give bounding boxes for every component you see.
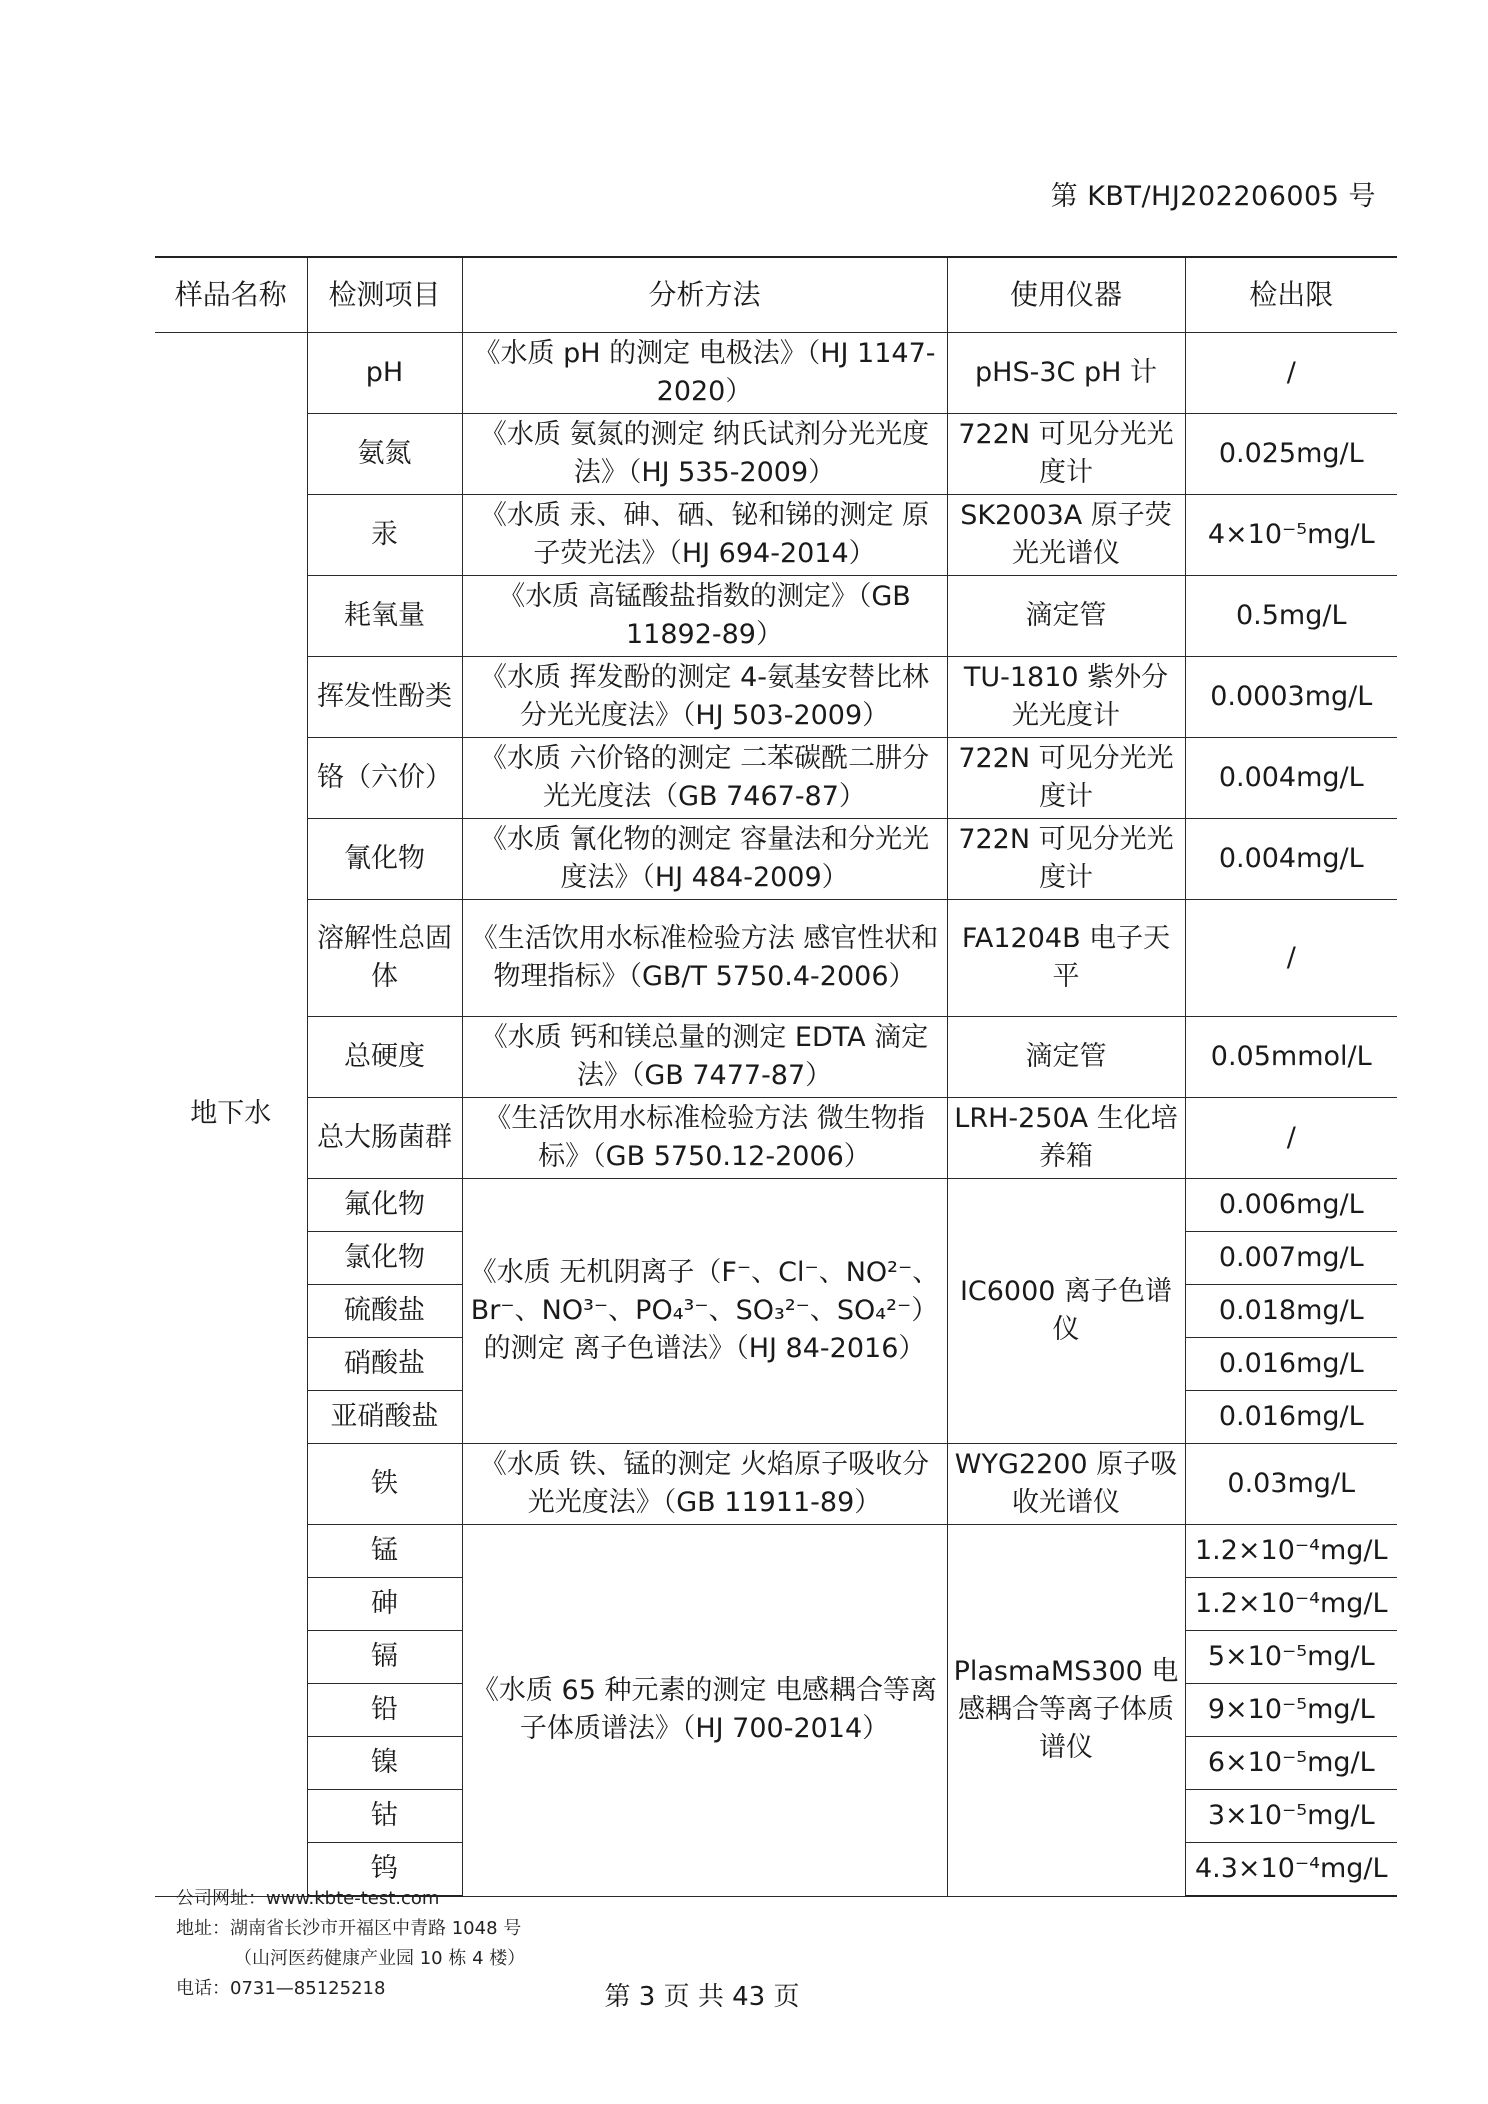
instrument-cell: LRH-250A 生化培养箱 (947, 1098, 1185, 1179)
instrument-cell: 722N 可见分光光度计 (947, 738, 1185, 819)
method-cell: 《水质 氰化物的测定 容量法和分光光度法》（HJ 484-2009） (462, 819, 947, 900)
table-row (155, 414, 1397, 495)
icp-method-cell: 《水质 65 种元素的测定 电感耦合等离子体质谱法》（HJ 700-2014） (462, 1525, 947, 1897)
table-row (155, 333, 1397, 414)
limit-cell: 0.018mg/L (1185, 1285, 1397, 1338)
limit-cell: 1.2×10⁻⁴mg/L (1185, 1525, 1397, 1578)
test-item: pH (307, 333, 462, 414)
method-cell: 《水质 pH 的测定 电极法》（HJ 1147-2020） (462, 333, 947, 414)
method-cell: 《水质 铁、锰的测定 火焰原子吸收分光光度法》（GB 11911-89） (462, 1444, 947, 1525)
limit-cell: 0.016mg/L (1185, 1391, 1397, 1444)
sample-name-cell: 地下水 (155, 333, 307, 1897)
table-row (155, 495, 1397, 576)
limit-cell: / (1185, 1098, 1397, 1179)
ion-method-cell: 《水质 无机阴离子（F⁻、Cl⁻、NO²⁻、Br⁻、NO³⁻、PO₄³⁻、SO₃²⁻、SO₄²⁻）的测定 离子色谱法》（HJ 84-2016） (462, 1179, 947, 1444)
test-item: 氨氮 (307, 414, 462, 495)
limit-cell: 0.007mg/L (1185, 1232, 1397, 1285)
limit-cell: 0.05mmol/L (1185, 1017, 1397, 1098)
limit-cell: / (1185, 333, 1397, 414)
test-item: 砷 (307, 1578, 462, 1631)
limit-cell: / (1185, 900, 1397, 1017)
instrument-cell: 滴定管 (947, 1017, 1185, 1098)
header-test-item: 检测项目 (307, 257, 462, 333)
page-number: 第 3 页 共 43 页 (604, 1982, 800, 2012)
instrument-cell: pHS-3C pH 计 (947, 333, 1185, 414)
test-item: 氯化物 (307, 1232, 462, 1285)
limit-cell: 0.004mg/L (1185, 738, 1397, 819)
test-item: 亚硝酸盐 (307, 1391, 462, 1444)
limit-cell: 0.5mg/L (1185, 576, 1397, 657)
footer-address: 地址：湖南省长沙市开福区中青路 1048 号 (176, 1918, 522, 1939)
test-methods-table (155, 256, 1397, 1897)
limit-cell: 5×10⁻⁵mg/L (1185, 1631, 1397, 1684)
test-item: 耗氧量 (307, 576, 462, 657)
table-row (155, 1098, 1397, 1179)
test-item: 钨 (307, 1843, 462, 1897)
test-item: 锰 (307, 1525, 462, 1578)
test-item: 铁 (307, 1444, 462, 1525)
header-sample-name: 样品名称 (155, 257, 307, 333)
test-item: 总硬度 (307, 1017, 462, 1098)
method-cell: 《水质 六价铬的测定 二苯碳酰二肼分光光度法（GB 7467-87） (462, 738, 947, 819)
test-item: 溶解性总固体 (307, 900, 462, 1017)
icp-instrument-cell: PlasmaMS300 电感耦合等离子体质谱仪 (947, 1525, 1185, 1897)
test-item: 铬（六价） (307, 738, 462, 819)
limit-cell: 0.0003mg/L (1185, 657, 1397, 738)
instrument-cell: 滴定管 (947, 576, 1185, 657)
instrument-cell: TU-1810 紫外分光光度计 (947, 657, 1185, 738)
test-item: 镍 (307, 1737, 462, 1790)
header-instrument: 使用仪器 (947, 257, 1185, 333)
test-item: 氰化物 (307, 819, 462, 900)
header-limit: 检出限 (1185, 257, 1397, 333)
ion-instrument-cell: IC6000 离子色谱仪 (947, 1179, 1185, 1444)
test-item: 挥发性酚类 (307, 657, 462, 738)
limit-cell: 4.3×10⁻⁴mg/L (1185, 1843, 1397, 1897)
instrument-cell: WYG2200 原子吸收光谱仪 (947, 1444, 1185, 1525)
report-number: 第 KBT/HJ202206005 号 (1050, 181, 1376, 212)
method-cell: 《生活饮用水标准检验方法 微生物指标》（GB 5750.12-2006） (462, 1098, 947, 1179)
limit-cell: 0.03mg/L (1185, 1444, 1397, 1525)
footer-address-2: （山河医药健康产业园 10 栋 4 楼） (234, 1948, 526, 1969)
test-item: 硝酸盐 (307, 1338, 462, 1391)
limit-cell: 0.016mg/L (1185, 1338, 1397, 1391)
table-row (155, 576, 1397, 657)
limit-cell: 6×10⁻⁵mg/L (1185, 1737, 1397, 1790)
limit-cell: 3×10⁻⁵mg/L (1185, 1790, 1397, 1843)
limit-cell: 4×10⁻⁵mg/L (1185, 495, 1397, 576)
instrument-cell: FA1204B 电子天平 (947, 900, 1185, 1017)
test-item: 钴 (307, 1790, 462, 1843)
test-item: 镉 (307, 1631, 462, 1684)
limit-cell: 9×10⁻⁵mg/L (1185, 1684, 1397, 1737)
limit-cell: 0.004mg/L (1185, 819, 1397, 900)
method-cell: 《生活饮用水标准检验方法 感官性状和物理指标》（GB/T 5750.4-2006） (462, 900, 947, 1017)
method-cell: 《水质 挥发酚的测定 4-氨基安替比林分光光度法》（HJ 503-2009） (462, 657, 947, 738)
table-row (155, 1525, 1397, 1578)
test-item: 氟化物 (307, 1179, 462, 1232)
table-row (155, 1444, 1397, 1525)
method-cell: 《水质 氨氮的测定 纳氏试剂分光光度法》（HJ 535-2009） (462, 414, 947, 495)
footer-phone: 电话：0731—85125218 (176, 1978, 386, 1999)
method-cell: 《水质 汞、砷、硒、铋和锑的测定 原子荧光法》（HJ 694-2014） (462, 495, 947, 576)
instrument-cell: SK2003A 原子荧光光谱仪 (947, 495, 1185, 576)
test-item: 硫酸盐 (307, 1285, 462, 1338)
method-cell: 《水质 钙和镁总量的测定 EDTA 滴定法》（GB 7477-87） (462, 1017, 947, 1098)
instrument-cell: 722N 可见分光光度计 (947, 414, 1185, 495)
instrument-cell: 722N 可见分光光度计 (947, 819, 1185, 900)
limit-cell: 1.2×10⁻⁴mg/L (1185, 1578, 1397, 1631)
table-header-row (155, 257, 1397, 333)
table-row (155, 738, 1397, 819)
header-method: 分析方法 (462, 257, 947, 333)
table-row (155, 1179, 1397, 1232)
test-item: 总大肠菌群 (307, 1098, 462, 1179)
test-item: 汞 (307, 495, 462, 576)
table-row (155, 1017, 1397, 1098)
limit-cell: 0.025mg/L (1185, 414, 1397, 495)
table-row (155, 657, 1397, 738)
footer-website: 公司网址：www.kbte-test.com (176, 1888, 440, 1909)
table-row (155, 819, 1397, 900)
table-row (155, 900, 1397, 1017)
method-cell: 《水质 高锰酸盐指数的测定》（GB 11892-89） (462, 576, 947, 657)
test-item: 铅 (307, 1684, 462, 1737)
limit-cell: 0.006mg/L (1185, 1179, 1397, 1232)
